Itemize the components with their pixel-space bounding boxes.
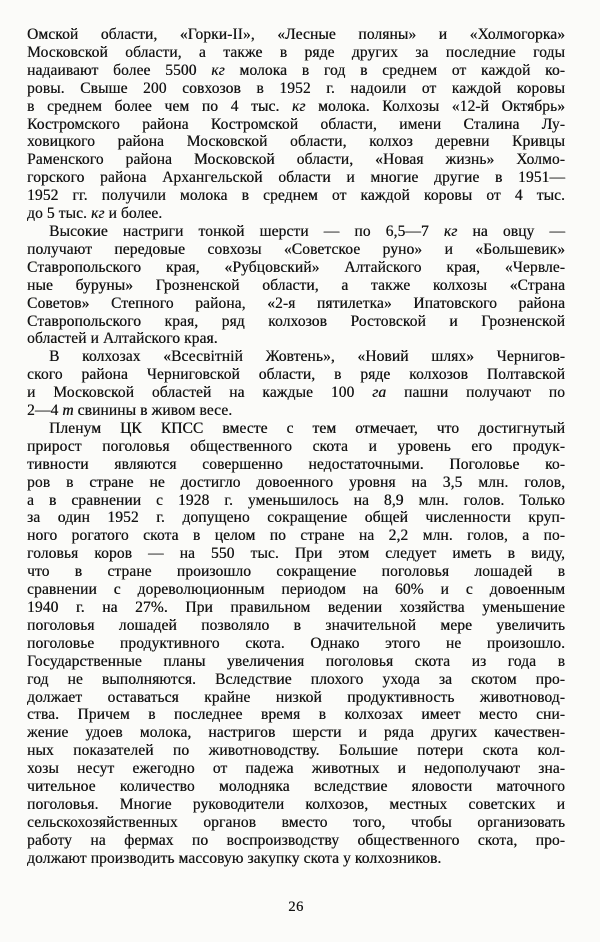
text-line: ные буруны» Грозненской области, а также колхозы «Страна bbox=[27, 276, 565, 294]
page-text bbox=[27, 26, 565, 868]
text-line: сельскохозяйственных органов вместо того, чтобы организовать bbox=[27, 813, 565, 831]
text-line: ров в стране не достигло довоенного уровня на 3,5 млн. голов, bbox=[27, 473, 565, 491]
text-line: 1952 гг. получили молока в среднем от каждой коровы от 4 тыс. bbox=[27, 187, 565, 205]
text-line: поголовья. Многие руководители колхозов, местных советских и bbox=[27, 795, 565, 813]
text-line: жение удоев молока, настригов шерсти и ряда других качествен- bbox=[27, 724, 565, 742]
paragraph bbox=[27, 420, 565, 868]
text-line: тивности являются совершенно недостаточными. Поголовье ко- bbox=[27, 455, 565, 473]
text-line: и Московской областей на каждые 100 га пашни получают по bbox=[27, 384, 565, 402]
text-line: Костромского района Костромской области, имени Сталина Лу- bbox=[27, 115, 565, 133]
text-line: ства. Причем в последнее время в колхозах имеет место сни- bbox=[27, 706, 565, 724]
text-line: 2—4 т свинины в живом весе. bbox=[27, 402, 233, 420]
text-line: год не выполняются. Вследствие плохого ухода за скотом про- bbox=[27, 670, 565, 688]
text-line: поголовья лошадей позволяло в значительной мере увеличить bbox=[27, 616, 565, 634]
text-line: до 5 тыс. кг и более. bbox=[27, 205, 163, 223]
paragraph bbox=[27, 348, 565, 420]
text-line: за один 1952 г. допущено сокращение общей численности круп- bbox=[27, 509, 565, 527]
text-line: должают производить массовую закупку скота у колхозников. bbox=[27, 849, 442, 867]
text-line: областей и Алтайского края. bbox=[27, 330, 218, 348]
text-line: Пленум ЦК КПСС вместе с тем отмечает, что достигнутый bbox=[49, 419, 565, 437]
text-line: работу на фермах по воспроизводству общественного скота, про- bbox=[27, 831, 565, 849]
text-line: что в стране произошло сокращение поголовья лошадей в bbox=[27, 563, 565, 581]
text-line: 1940 г. на 27%. При правильном ведении хозяйства уменьшение bbox=[27, 599, 565, 616]
text-line: получают передовые совхозы «Советское руно» и «Большевик» bbox=[27, 240, 565, 258]
text-line: в среднем более чем по 4 тыс. кг молока. Колхозы «12-й Октябрь» bbox=[27, 97, 566, 115]
text-line: ровы. Свыше 200 совхозов в 1952 г. надоили от каждой коровы bbox=[27, 79, 565, 97]
text-line: Высокие настриги тонкой шерсти — по 6,5—7 кг на овцу — bbox=[49, 222, 565, 240]
text-line: Омской области, «Горки-II», «Лесные поляны» и «Холмогорка» bbox=[27, 26, 565, 43]
page-number: 26 bbox=[288, 899, 304, 915]
text-line: ховицкого района Московской области, колхоз деревни Кривцы bbox=[27, 133, 565, 151]
text-line: ного рогатого скота в целом по стране на 2,2 млн. голов, а по- bbox=[27, 527, 565, 545]
text-line: поголовье продуктивного скота. Однако этого не произошло. bbox=[27, 634, 565, 652]
text-line: ского района Черниговской области, в ряде колхозов Полтавской bbox=[27, 366, 565, 384]
paragraph bbox=[27, 223, 565, 348]
text-line: В колхозах «Всесвітній Жовтень», «Новий шлях» Чернигов- bbox=[49, 348, 565, 366]
text-line: чительное количество молодняка вследствие яловости маточного bbox=[27, 778, 565, 796]
text-line: сравнении с дореволюционным периодом на 60% и с довоенным bbox=[27, 581, 565, 599]
text-line: Московской области, а также в ряде других за последние годы bbox=[27, 43, 565, 61]
paragraph bbox=[27, 26, 565, 223]
text-line: горского района Архангельской области и многие другие в 1951— bbox=[27, 169, 565, 187]
text-line: ных показателей по животноводству. Большие потери скота кол- bbox=[27, 742, 565, 760]
text-line: хозы несут ежегодно от падежа животных и недополучают зна- bbox=[27, 760, 565, 778]
text-line: а в сравнении с 1928 г. уменьшилось на 8,9 млн. голов. Только bbox=[27, 491, 565, 509]
text-line: головья коров — на 550 тыс. При этом следует иметь в виду, bbox=[27, 545, 565, 563]
text-line: должает оставаться крайне низкой продуктивность животновод- bbox=[27, 688, 565, 706]
text-line: надаивают более 5500 кг молока в год в среднем от каждой ко- bbox=[27, 61, 566, 79]
text-line: Раменского района Московской области, «Новая жизнь» Холмо- bbox=[27, 151, 565, 169]
text-line: прирост поголовья общественного скота и уровень его продук- bbox=[27, 437, 565, 455]
text-line: Советов» Степного района, «2-я пятилетка» Ипатовского района bbox=[27, 294, 565, 312]
text-line: Ставропольского края, «Рубцовский» Алтайского края, «Червле- bbox=[27, 258, 565, 276]
text-line: Государственные планы увеличения поголовья скота из года в bbox=[27, 652, 565, 670]
text-line: Ставропольского края, ряд колхозов Ростовской и Грозненской bbox=[27, 312, 565, 330]
